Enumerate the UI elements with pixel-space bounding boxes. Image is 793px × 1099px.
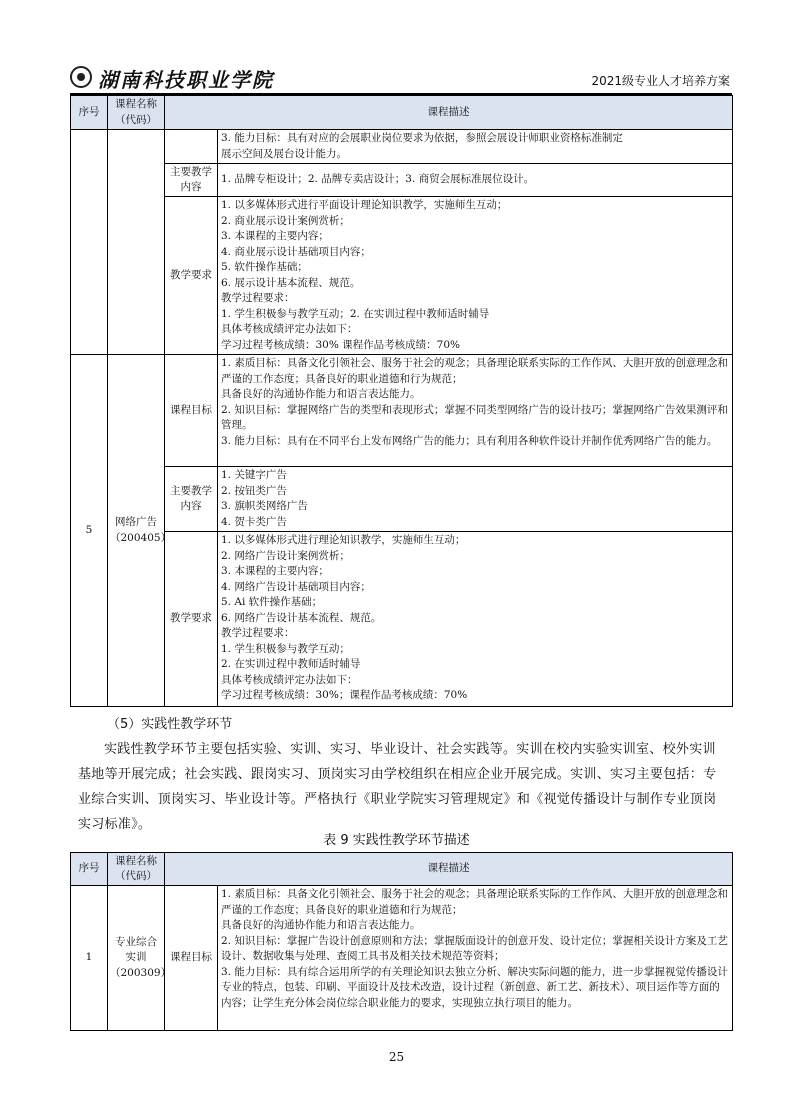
desc-line: 4. 网络广告设计基础项目内容； [221, 580, 371, 593]
empty-seq-cell [71, 130, 108, 355]
page-number: 25 [388, 1050, 405, 1064]
desc-line: 学习过程考核成绩：30% 课程作品考核成绩：70% [221, 338, 461, 351]
desc-para: 1. 素质目标：具备文化引领社会、服务于社会的观念；具备理论联系实际的工作作风、大胆开放的创意理念和严谨的工作态度；具备良好的职业道德和行为规范； [221, 357, 728, 385]
header-course-name: 课程名称（代码） [108, 853, 165, 886]
plan-title: 2021级专业人才培养方案 [591, 74, 730, 88]
table-header-row [71, 853, 733, 886]
course-name: 专业综合实训 [115, 935, 157, 964]
desc-line: 具体考核成绩评定办法如下： [221, 673, 358, 686]
desc-line: 1. 以多媒体形式进行平面设计理论知识教学，实施师生互动； [221, 199, 508, 211]
desc-line: 1. 关键字广告 [221, 469, 287, 481]
table-row [71, 130, 733, 164]
desc-line: 1. 品牌专柜设计；2. 品牌专卖店设计；3. 商贸会展标准展位设计。 [221, 173, 535, 186]
course-name-cell [108, 886, 172, 1031]
goal-label: 课程目标 [165, 886, 218, 1031]
ability-goal-cell [218, 130, 733, 164]
desc-line: 具体考核成绩评定办法如下： [221, 323, 358, 335]
empty-label-cell [165, 130, 218, 164]
content-cell [218, 467, 733, 532]
goal-cell [218, 355, 733, 467]
desc-line: 4. 商业展示设计基础项目内容； [221, 245, 371, 258]
desc-line: 6. 网络广告设计基本流程、规范。 [221, 611, 382, 624]
table-row [71, 467, 733, 532]
desc-para: 1. 素质目标：具备文化引领社会、服务于社会的观念；具备理论联系实际的工作作风、大胆开放的创意理念和严谨的工作态度；具备良好的职业道德和行为规范； [221, 888, 728, 916]
content-label: 主要教学内容 [165, 164, 218, 197]
requirements-label: 教学要求 [165, 532, 218, 707]
goal-cell [218, 886, 733, 1031]
requirements-cell [218, 197, 733, 355]
desc-para: 具备良好的沟通协作能力和语言表达能力。 [221, 388, 421, 400]
desc-line: 展示空间及展台设计能力。 [221, 147, 347, 160]
course-code: （200309） [110, 966, 172, 979]
content-label: 主要教学内容 [165, 467, 218, 532]
table-row [71, 532, 733, 707]
goal-label: 课程目标 [165, 355, 218, 467]
header-course-name: 课程名称（代码） [108, 96, 165, 130]
desc-line: 2. 网络广告设计案例赏析； [221, 549, 350, 562]
course-name: 网络广告 [115, 516, 157, 528]
school-name: 湖南科技职业学院 [98, 68, 274, 92]
desc-para: 2. 知识目标：掌握网络广告的类型和表现形式；掌握不同类型网络广告的设计技巧；掌握网络广告效果测评和管理。 [221, 403, 728, 431]
subsection-title: （5）实践性教学环节 [107, 717, 233, 732]
table-row [71, 886, 733, 1031]
desc-para: 具备良好的沟通协作能力和语言表达能力。 [221, 919, 421, 931]
desc-line: 教学过程要求： [221, 292, 295, 304]
desc-line: 3. 本课程的主要内容； [221, 565, 329, 577]
desc-para: 2. 知识目标：掌握广告设计创意原则和方法；掌握版面设计的创意开发、设计定位；掌握相关设计方案及工艺设计、数据收集与处理、查阅工具书及相关技术规范等资料； [221, 934, 728, 962]
desc-line: 6. 展示设计基本流程、规范。 [221, 276, 361, 289]
desc-line: 2. 商业展示设计案例赏析； [221, 214, 350, 227]
desc-line: 4. 贺卡类广告 [221, 515, 287, 528]
desc-line: 2. 在实训过程中教师适时辅导 [221, 658, 361, 670]
table-row [71, 164, 733, 197]
course-table-continued [70, 95, 733, 707]
requirements-label: 教学要求 [165, 197, 218, 355]
body-paragraph: 实践性教学环节主要包括实验、实训、实习、毕业设计、社会实践等。实训在校内实验实训室、校外实训基地等开展完成；社会实践、跟岗实习、顶岗实习由学校组织在相应企业开展完成。实训、实习主要包括：专业综合实训、顶岗实习、毕业设计等。严格执行《职业学院实习管理规定》和《视觉传播设计与制作专业顶岗实习标准》。 [78, 742, 717, 832]
course-code: （200405） [110, 531, 172, 544]
practice-table [70, 852, 733, 1031]
desc-para: 3. 能力目标：具有在不同平台上发布网络广告的能力；具有利用各种软件设计并制作优秀网络广告的能力。 [221, 434, 718, 447]
table-row [71, 355, 733, 467]
desc-line: 3. 本课程的主要内容； [221, 230, 329, 242]
table-caption: 表 9 实践性教学环节描述 [323, 833, 470, 848]
header-desc: 课程描述 [165, 853, 733, 886]
school-logo-icon [70, 66, 92, 88]
requirements-cell [218, 532, 733, 707]
table-header-row [71, 96, 733, 130]
header-seq: 序号 [71, 853, 108, 886]
desc-line: 2. 按钮类广告 [221, 484, 287, 497]
desc-line: 3. 能力目标：具有对应的会展职业岗位要求为依据，参照会展设计师职业资格标准制定 [221, 132, 623, 144]
header-desc: 课程描述 [165, 96, 733, 130]
desc-line: 1. 学生积极参与教学互动； [221, 642, 350, 655]
header-seq: 序号 [71, 96, 108, 130]
desc-para: 3. 能力目标：具有综合运用所学的有关理论知识去独立分析、解决实际问题的能力，进一步掌握视觉传播设计专业的特点，包装、印刷、平面设计及技术改造，设计过程（新创意、新工艺、新技术）、项目运作等方面的内容；让学生充分体会岗位综合职业能力的要求，实现独立执行项目的能力。 [221, 965, 728, 1009]
page-header [70, 62, 730, 92]
desc-line: 1. 以多媒体形式进行理论知识教学，实施师生互动； [221, 534, 466, 546]
course-seq: 5 [71, 355, 108, 707]
desc-line: 1. 学生积极参与教学互动；2. 在实训过程中教师适时辅导 [221, 307, 490, 320]
course-name-cell [108, 355, 172, 707]
content-cell [218, 164, 733, 197]
course-seq: 1 [71, 886, 108, 1031]
desc-line: 5. 软件操作基础； [221, 261, 308, 273]
table-row [71, 197, 733, 355]
desc-line: 5. Ai 软件操作基础； [221, 596, 323, 608]
desc-line: 教学过程要求： [221, 627, 295, 639]
desc-line: 学习过程考核成绩：30%；课程作品考核成绩：70% [221, 689, 468, 701]
desc-line: 3. 旗帜类网络广告 [221, 500, 308, 512]
empty-name-cell [108, 130, 165, 355]
